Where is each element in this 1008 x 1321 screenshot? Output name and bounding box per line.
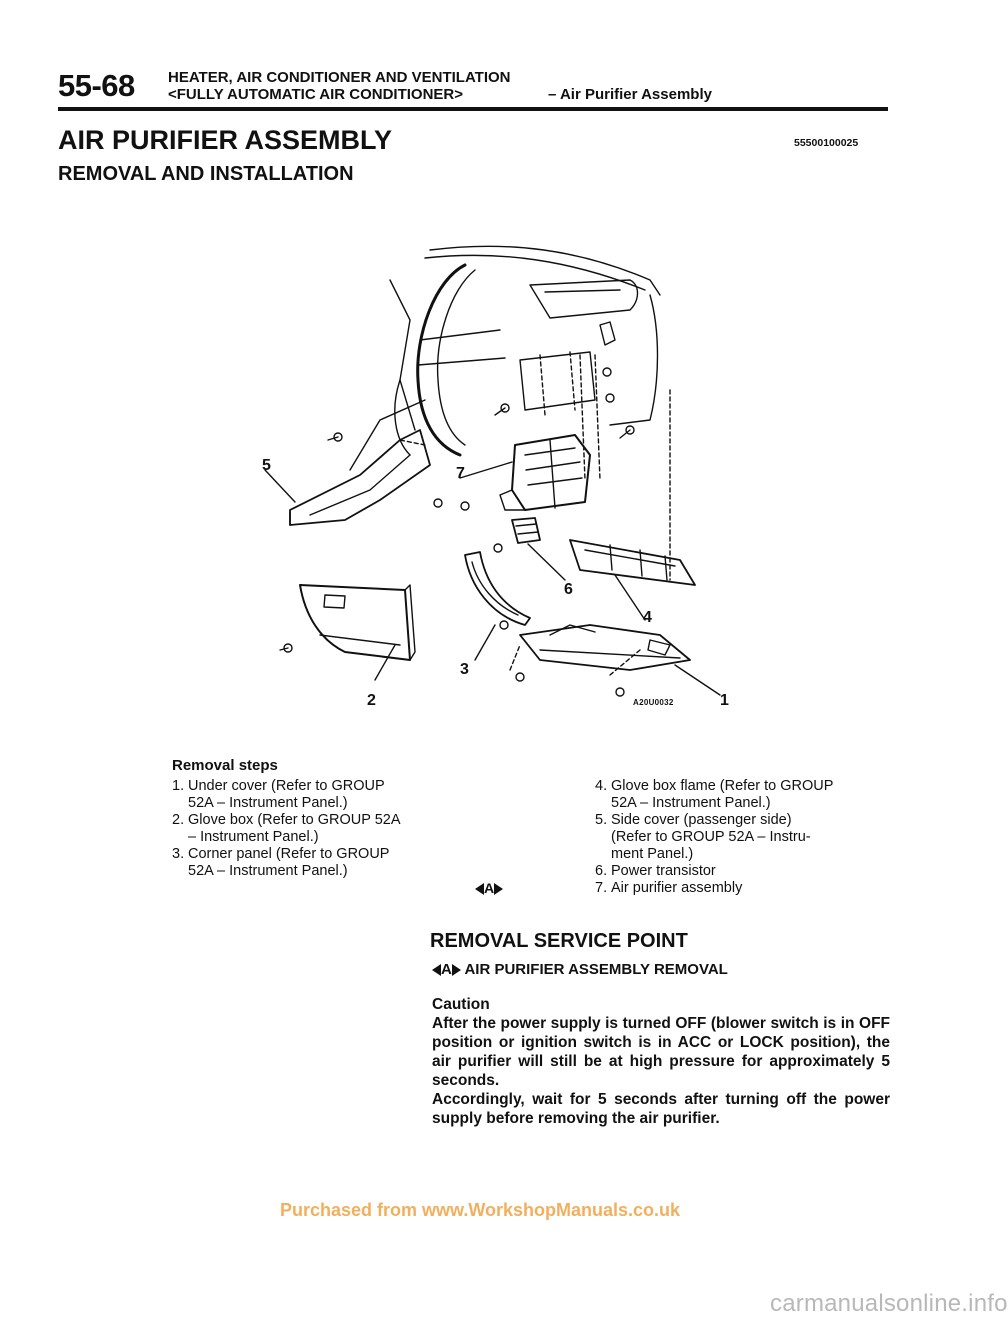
caution-label: Caution [432, 996, 490, 1013]
exploded-diagram [250, 240, 730, 715]
service-point-marker: A [475, 880, 503, 896]
arrow-left-icon [475, 883, 484, 895]
section-title: HEATER, AIR CONDITIONER AND VENTILATION [168, 69, 511, 86]
arrow-right-icon [494, 883, 503, 895]
removal-step: 1. Under cover (Refer to GROUP 52A – Instrument Panel.) [172, 778, 385, 811]
removal-step: 3. Corner panel (Refer to GROUP 52A – Instrument Panel.) [172, 846, 390, 879]
follow-text: Accordingly, wait for 5 seconds after turning off the power supply before removing the air purifier. [432, 1091, 890, 1127]
callout-4: 4 [643, 609, 652, 626]
arrow-right-icon [452, 964, 461, 976]
header-rule [58, 107, 888, 111]
removal-step: 7. Air purifier assembly [595, 880, 743, 896]
page-subtitle: REMOVAL AND INSTALLATION [58, 163, 354, 185]
callout-2: 2 [367, 692, 376, 709]
removal-step: 4. Glove box flame (Refer to GROUP 52A – Instrument Panel.) [595, 778, 834, 811]
service-point-title: REMOVAL SERVICE POINT [430, 930, 688, 952]
arrow-left-icon [432, 964, 441, 976]
page-number: 55-68 [58, 68, 135, 103]
service-point-subtitle: A AIR PURIFIER ASSEMBLY REMOVAL [432, 962, 728, 977]
topic-title: – Air Purifier Assembly [548, 86, 712, 103]
site-watermark: carmanualsonline.info [770, 1290, 1008, 1317]
removal-step: 6. Power transistor [595, 863, 716, 879]
watermark: Purchased from www.WorkshopManuals.co.uk [279, 1200, 681, 1220]
removal-step: 5. Side cover (passenger side) (Refer to GROUP 52A – Instru- ment Panel.) [595, 812, 811, 862]
removal-step: 2. Glove box (Refer to GROUP 52A – Instrument Panel.) [172, 812, 401, 845]
callout-7: 7 [456, 465, 465, 482]
page-title: AIR PURIFIER ASSEMBLY [58, 125, 393, 155]
callout-1: 1 [720, 692, 729, 709]
callout-6: 6 [564, 581, 573, 598]
figure-code: A20U0032 [633, 698, 674, 707]
section-subtitle: <FULLY AUTOMATIC AIR CONDITIONER> [168, 86, 464, 103]
removal-steps-title: Removal steps [172, 757, 278, 774]
callout-5: 5 [262, 457, 271, 474]
diagram-drawing [250, 240, 730, 715]
document-code: 55500100025 [794, 137, 859, 149]
callout-3: 3 [460, 661, 469, 678]
caution-text: After the power supply is turned OFF (blower switch is in OFF position or ignition switch is in ACC or LOCK position), the air purifier will still be at high pressure for approximately 5 seconds. Accordingly, wait for 5 seconds after turning off the power supply before removing the air purifier. [432, 1015, 890, 1127]
